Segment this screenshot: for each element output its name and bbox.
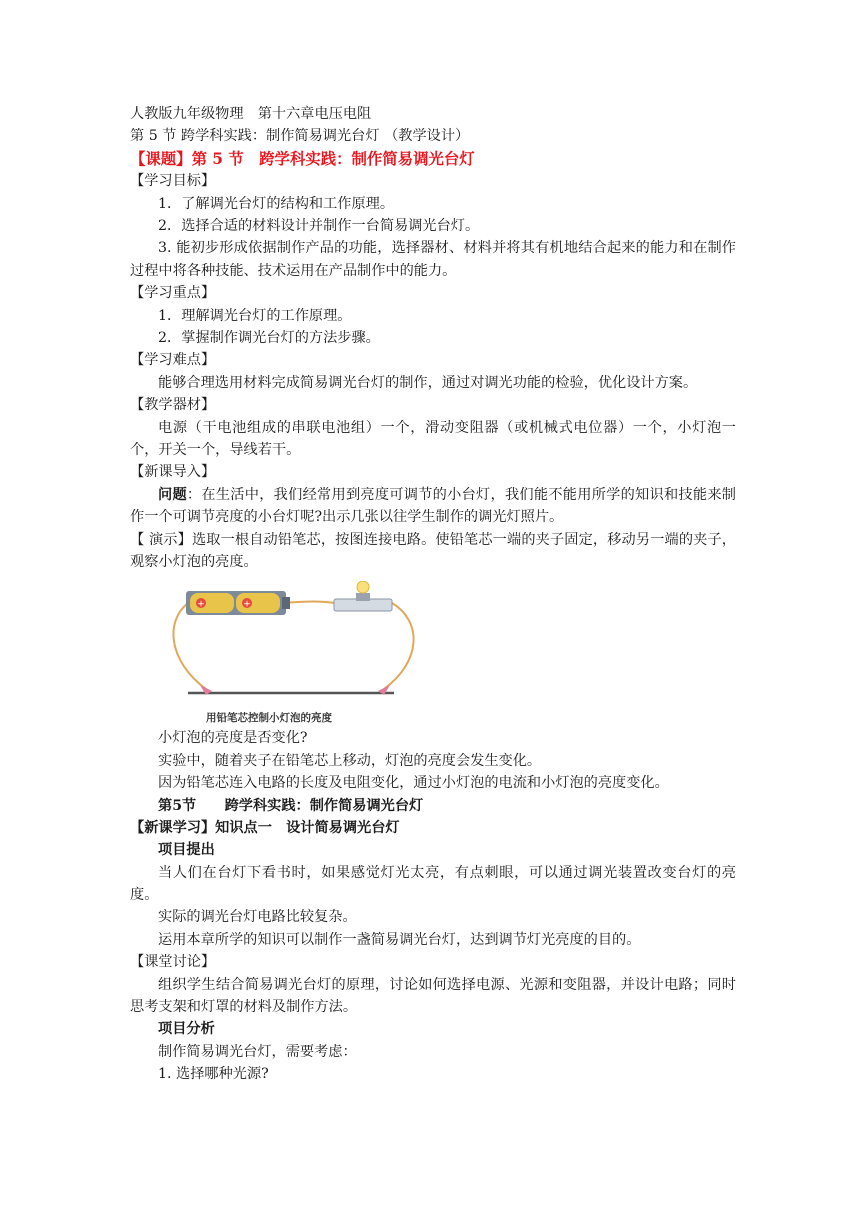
difficulties-heading: 【学习难点】: [130, 352, 216, 369]
analysis-heading: 项目分析: [158, 1021, 215, 1038]
project-heading: 项目提出: [158, 842, 215, 859]
project-paragraph-2: 实际的调光台灯电路比较复杂。: [158, 909, 357, 926]
equipment-heading: 【教学器材】: [130, 397, 216, 414]
objective-3: 3. 能初步形成依据制作产品的功能，选择器材、材料并将其有机地结合起来的能力和在制作过程中将各种技能、技术运用在产品制作中的能力。: [130, 240, 736, 279]
section-title: 第5节 跨学科实践：制作简易调光台灯: [158, 797, 424, 814]
analysis-paragraph: 制作简易调光台灯，需要考虑：: [158, 1043, 357, 1060]
svg-text:+: +: [243, 599, 251, 610]
key-point-1: 1．理解调光台灯的工作原理。: [158, 307, 352, 324]
lesson-title: 【课题】第 5 节 跨学科实践：制作简易调光台灯: [130, 149, 475, 168]
question-text: ：在生活中，我们经常用到亮度可调节的小台灯，我们能不能用所学的知识和技能来制作一个可调节亮度的小台灯呢?出示几张以往学生制作的调光灯照片。: [130, 486, 736, 526]
key-point-2: 2．掌握制作调光台灯的方法步骤。: [158, 329, 380, 346]
demo-label: 【 演示】: [130, 531, 192, 548]
pencil-lead-circuit-diagram: [160, 581, 460, 727]
header-line-2: 第 5 节 跨学科实践：制作简易调光台灯 （教学设计）: [130, 128, 470, 145]
observation-answer-1: 实验中，随着夹子在铅笔芯上移动，灯泡的亮度会发生变化。: [158, 752, 542, 769]
objective-1: 1．了解调光台灯的结构和工作原理。: [158, 195, 395, 212]
discussion-text: 组织学生结合简易调光台灯的原理，讨论如何选择电源、光源和变阻器，并设计电路；同时思考支架和灯罩的材料及制作方法。: [130, 976, 736, 1016]
discussion-heading: 【课堂讨论】: [130, 954, 216, 971]
project-paragraph-1: 当人们在台灯下看书时，如果感觉灯光太亮，有点刺眼，可以通过调光装置改变台灯的亮度。: [130, 864, 736, 904]
header-line-1: 人教版九年级物理 第十六章电压电阻: [130, 106, 372, 122]
difficulties-text: 能够合理选用材料完成简易调光台灯的制作，通过对调光功能的检验，优化设计方案。: [158, 374, 698, 391]
objective-2: 2．选择合适的材料设计并制作一台简易调光台灯。: [158, 217, 480, 234]
question-label: 问题: [158, 486, 187, 503]
document-page: [130, 103, 736, 1086]
demo-text: 选取一根自动铅笔芯，按图连接电路。使铅笔芯一端的夹子固定，移动另一端的夹子，观察小灯泡的亮度。: [130, 531, 736, 570]
svg-text:+: +: [197, 599, 205, 610]
intro-heading: 【新课导入】: [130, 464, 216, 481]
project-paragraph-3: 运用本章所学的知识可以制作一盏简易调光台灯，达到调节灯光亮度的目的。: [158, 931, 641, 948]
key-points-heading: 【学习重点】: [130, 285, 216, 302]
figure-caption: 用铅笔芯控制小灯泡的亮度: [206, 712, 332, 725]
observation-question: 小灯泡的亮度是否变化?: [158, 730, 308, 747]
new-lesson-heading: 【新课学习】知识点一 设计简易调光台灯: [130, 819, 400, 836]
intro-question: [130, 484, 736, 529]
intro-demo: [130, 529, 736, 574]
objectives-heading: 【学习目标】: [130, 173, 216, 190]
equipment-text: 电源（干电池组成的串联电池组）一个，滑动变阻器（或机械式电位器）一个，小灯泡一个，开关一个，导线若干。: [130, 419, 736, 458]
bulb: [357, 581, 369, 593]
circuit-figure: [130, 581, 736, 727]
observation-answer-2: 因为铅笔芯连入电路的长度及电阻变化，通过小灯泡的电流和小灯泡的亮度变化。: [158, 775, 669, 792]
analysis-item-1: 1. 选择哪种光源?: [158, 1066, 269, 1083]
